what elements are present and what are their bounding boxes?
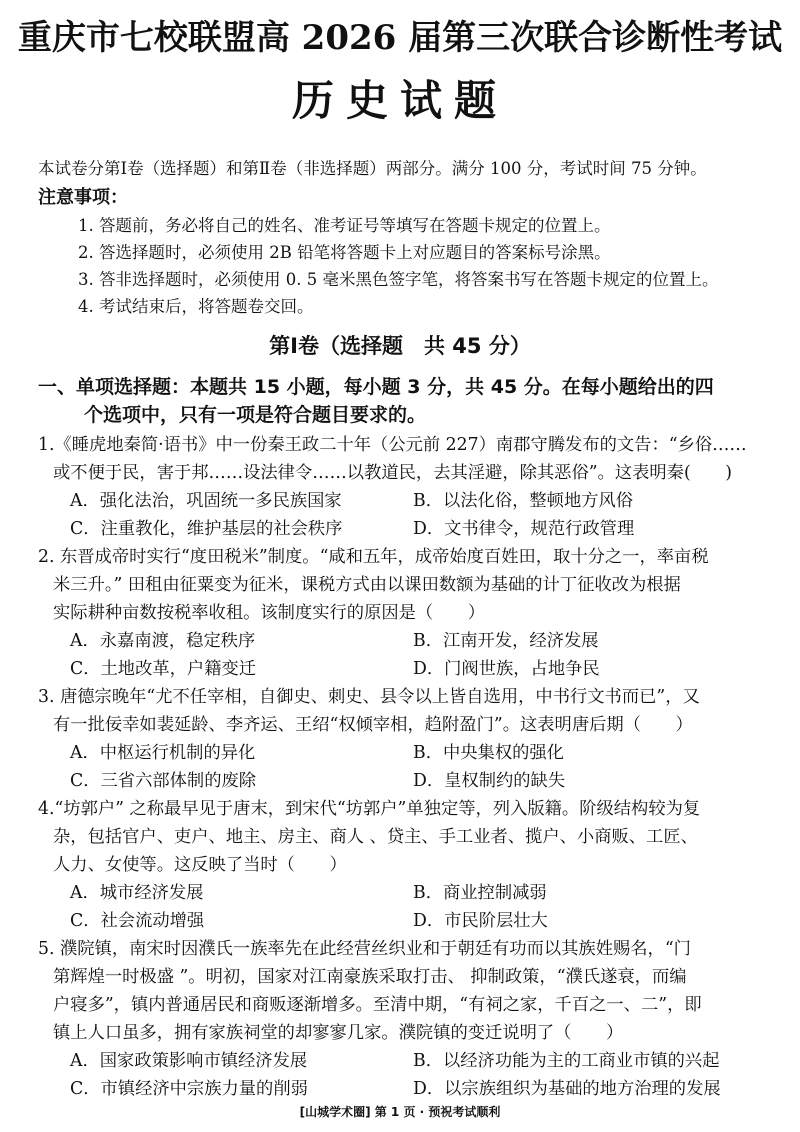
question-text-line: 或不便于民，害于邦……设法律令……以教道民，去其淫避，除其恶俗”。这表明秦( ) [53,463,733,483]
option-row [38,655,770,683]
option-a: A．国家政策影响市镇经济发展 [70,1051,308,1071]
option-row [38,907,770,935]
option-b: B．以法化俗，整顿地方风俗 [413,491,634,511]
question-list [38,431,770,1103]
option-row [38,1047,770,1075]
notice-list [78,212,778,320]
question-5 [38,935,770,1103]
question-text-line: 2. 东晋成帝时实行“度田税米”制度。“咸和五年，成帝始度百姓田，取十分之一，率亩税 [38,547,709,567]
question-text-line: 人力、女使等。这反映了当时（ ） [53,855,347,875]
option-row [38,879,770,907]
notice-item: 3. 答非选择题时，必须使用 0. 5 毫米黑色签字笔，将答案书写在答题卡规定的位置上。 [78,270,719,289]
option-b: B．江南开发，经济发展 [413,631,599,651]
question-text-line: 镇上人口虽多，拥有家族祠堂的却寥寥几家。濮院镇的变迁说明了（ ） [53,1023,624,1043]
option-d: D．门阀世族，占地争民 [413,659,600,679]
option-row [38,627,770,655]
option-d: D．文书律令，规范行政管理 [413,519,635,539]
option-c: C．土地改革，户籍变迁 [70,659,257,679]
option-b: B．商业控制减弱 [413,883,547,903]
question-4 [38,795,770,935]
exam-title: 重庆市七校联盟高 2026 届第三次联合诊断性考试 [17,18,783,58]
part-instructions-line: 一、单项选择题：本题共 15 小题，每小题 3 分，共 45 分。在每小题给出的四 [38,376,714,398]
question-1 [38,431,770,543]
notice-item: 1. 答题前，务必将自己的姓名、准考证号等填写在答题卡规定的位置上。 [78,216,611,235]
question-text-line: 米三升。” 田租由征粟变为征米，课税方式由以课田数额为基础的计丁征收改为根据 [53,575,681,595]
option-a: A．中枢运行机制的异化 [70,743,256,763]
option-c: C．市镇经济中宗族力量的削弱 [70,1079,308,1099]
option-b: B．以经济功能为主的工商业市镇的兴起 [413,1051,720,1071]
question-3 [38,683,770,795]
part-instructions [38,373,768,429]
part-instructions-line: 个选项中，只有一项是符合题目要求的。 [84,404,427,426]
question-text-line: 实际耕种亩数按税率收租。该制度实行的原因是（ ） [53,603,486,623]
page-footer: [山城学术圈] 第 1 页 · 预祝考试顺利 [299,1105,501,1119]
option-c: C．社会流动增强 [70,911,205,931]
question-2 [38,543,770,683]
option-a: A．城市经济发展 [70,883,204,903]
option-row [38,1075,770,1103]
question-text-line: 第辉煌一时极盛 ”。明初，国家对江南豪族采取打击、 抑制政策，“濮氏遂衰，而编 [53,967,687,987]
option-row [38,487,770,515]
option-d: D．市民阶层壮大 [413,911,548,931]
option-d: D．皇权制约的缺失 [413,771,566,791]
notice-heading: 注意事项： [38,187,128,208]
notice-item: 4. 考试结束后，将答题卷交回。 [78,297,314,316]
question-text-line: 杂，包括官户、吏户、地主、房主、商人 、贷主、手工业者、揽户、小商贩、工匠、 [53,827,698,847]
question-text-line: 4.“坊郭户” 之称最早见于唐末，到宋代“坊郭户”单独定等，列入版籍。阶级结构较为复 [38,799,701,819]
option-a: A．强化法治，巩固统一多民族国家 [70,491,342,511]
option-c: C．三省六部体制的废除 [70,771,257,791]
subject-title: 历史试题 [291,76,508,125]
question-text-line: 1.《睡虎地秦简·语书》中一份秦王政二十年（公元前 227）南郡守腾发布的文告：“乡俗…… [38,435,747,455]
question-text-line: 5. 濮院镇，南宋时因濮氏一族率先在此经营丝织业和于朝廷有功而以其族姓赐名，“门 [38,939,691,959]
option-c: C．注重教化，维护基层的社会秩序 [70,519,343,539]
notice-item: 2. 答选择题时，必须使用 2B 铅笔将答题卡上对应题目的答案标号涂黑。 [78,243,611,262]
exam-intro: 本试卷分第Ⅰ卷（选择题）和第Ⅱ卷（非选择题）两部分。满分 100 分，考试时间 75 分钟。 [38,159,707,178]
question-text-line: 有一批佞幸如裴延龄、李齐运、王绍“权倾宰相，趋附盈门”。这表明唐后期（ ） [53,715,693,735]
option-row [38,767,770,795]
question-text-line: 户寝多”，镇内普通居民和商贩逐渐增多。至清中期，“有祠之家，千百之一、二”，即 [53,995,702,1015]
section-title: 第Ⅰ卷（选择题 共 45 分） [269,334,531,358]
option-b: B．中央集权的强化 [413,743,564,763]
option-row [38,515,770,543]
option-a: A．永嘉南渡，稳定秩序 [70,631,256,651]
question-text-line: 3. 唐德宗晚年“尤不任宰相，自御史、刺史、县令以上皆自选用，中书行文书而已”，又 [38,687,700,707]
option-d: D．以宗族组织为基础的地方治理的发展 [413,1079,721,1099]
option-row [38,739,770,767]
